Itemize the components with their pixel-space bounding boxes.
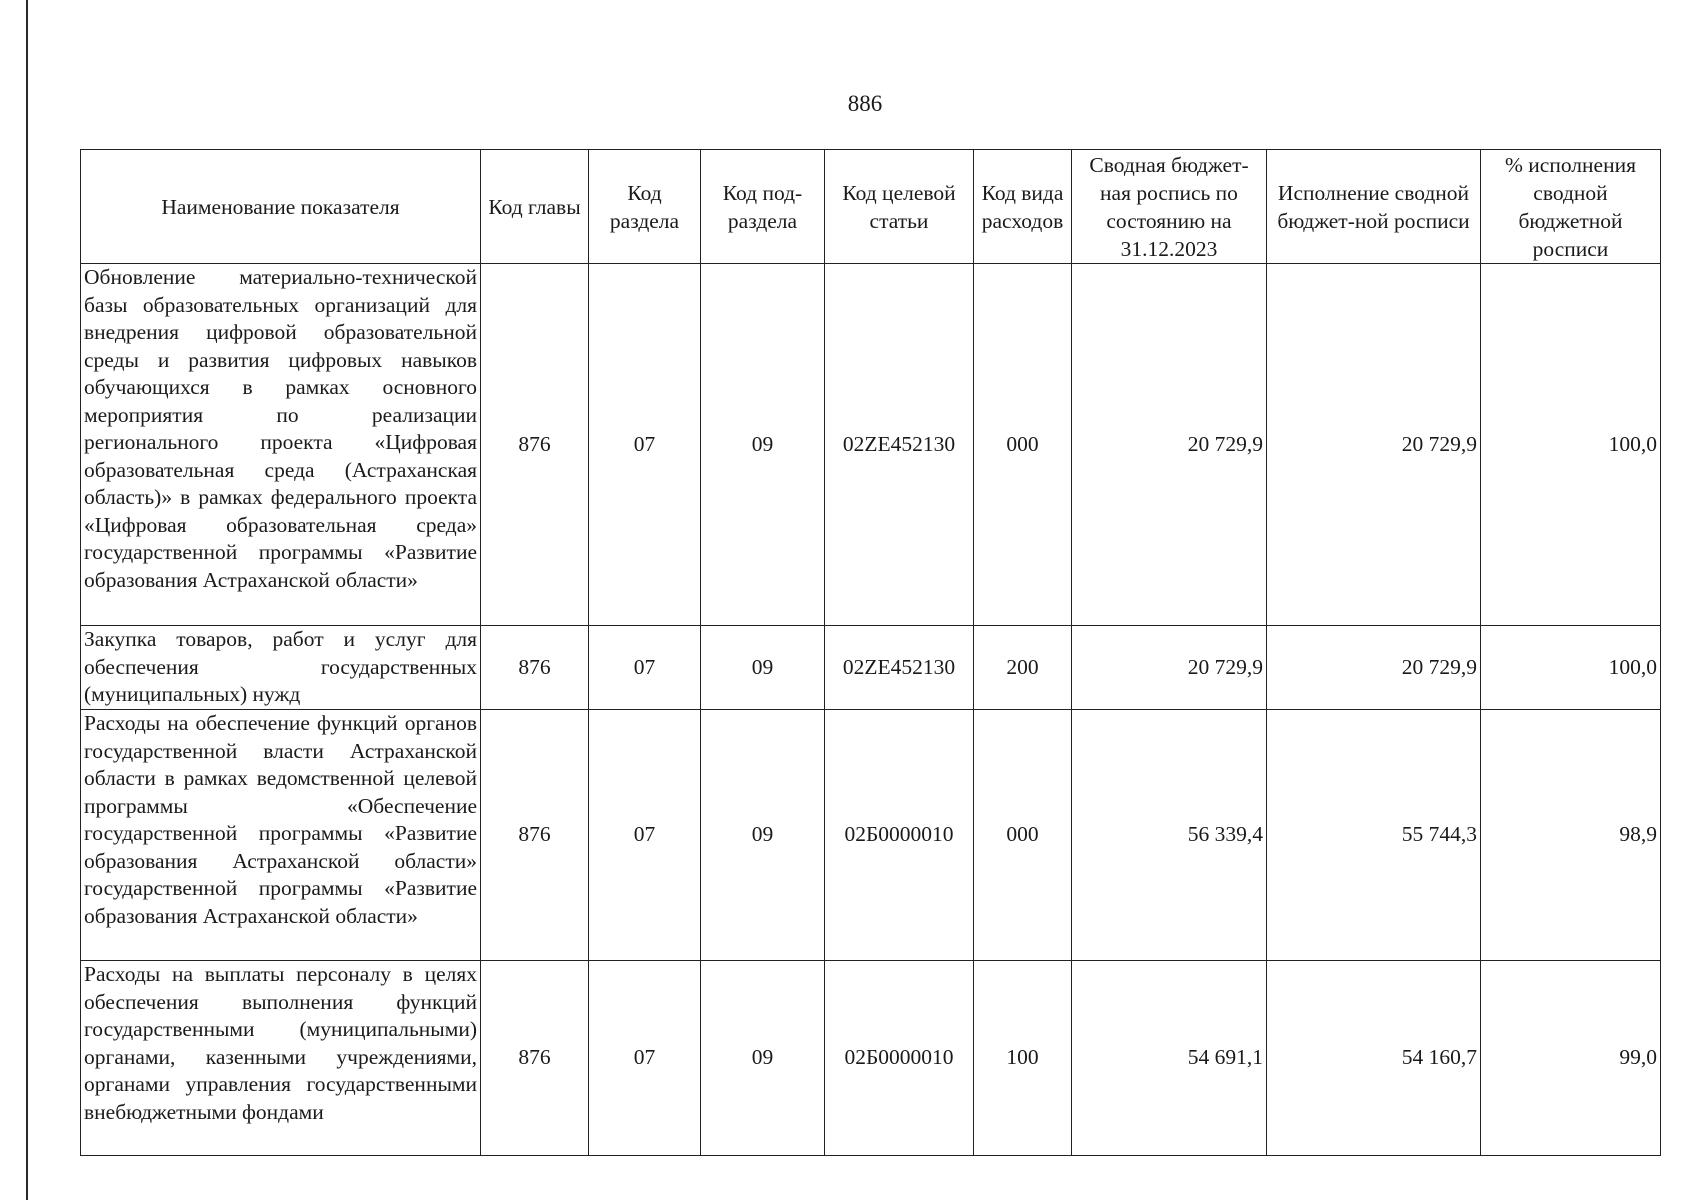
row-name: Расходы на обеспечение функций органов государственной власти Астраханской области в рамках ведомственной целевой программы «Обеспечение государственной программы «Развитие образования Астраханской области» государственной программы «Развитие образования Астраханской области» bbox=[81, 710, 481, 961]
row-expense-type-code: 200 bbox=[974, 626, 1072, 710]
table-header-row bbox=[81, 150, 1661, 264]
row-section-code: 07 bbox=[589, 961, 701, 1156]
row-target-code: 02Б0000010 bbox=[825, 710, 974, 961]
row-executed-budget: 55 744,3 bbox=[1267, 710, 1481, 961]
row-subsection-code: 09 bbox=[701, 710, 825, 961]
row-subsection-code: 09 bbox=[701, 264, 825, 626]
header-executed-budget: Исполнение сводной бюджет-ной росписи bbox=[1267, 150, 1481, 264]
row-execution-percent: 98,9 bbox=[1481, 710, 1661, 961]
table-row bbox=[81, 961, 1661, 1156]
row-expense-type-code: 000 bbox=[974, 264, 1072, 626]
row-execution-percent: 100,0 bbox=[1481, 626, 1661, 710]
header-section-code: Код раздела bbox=[589, 150, 701, 264]
budget-execution-table bbox=[80, 149, 1661, 1156]
row-target-code: 02Б0000010 bbox=[825, 961, 974, 1156]
row-planned-budget: 56 339,4 bbox=[1072, 710, 1267, 961]
header-chapter-code: Код главы bbox=[481, 150, 589, 264]
row-planned-budget: 20 729,9 bbox=[1072, 264, 1267, 626]
page-number: 886 bbox=[847, 91, 883, 116]
row-executed-budget: 20 729,9 bbox=[1267, 264, 1481, 626]
table-row bbox=[81, 626, 1661, 710]
row-target-code: 02ZE452130 bbox=[825, 626, 974, 710]
row-section-code: 07 bbox=[589, 626, 701, 710]
row-name: Обновление материально-технической базы образовательных организаций для внедрения цифровой образовательной среды и развития цифровых навыков обучающихся в рамках основного мероприятия по реализации регионального проекта «Цифровая образовательная среда (Астраханская область)» в рамках федерального проекта «Цифровая образовательная среда» государственной программы «Развитие образования Астраханской области» bbox=[81, 264, 481, 626]
row-subsection-code: 09 bbox=[701, 626, 825, 710]
row-executed-budget: 20 729,9 bbox=[1267, 626, 1481, 710]
row-execution-percent: 99,0 bbox=[1481, 961, 1661, 1156]
header-target-code: Код целевой статьи bbox=[825, 150, 974, 264]
table-row bbox=[81, 264, 1661, 626]
row-chapter-code: 876 bbox=[481, 264, 589, 626]
header-execution-percent: % исполнения сводной бюджетной росписи bbox=[1481, 150, 1661, 264]
row-section-code: 07 bbox=[589, 264, 701, 626]
row-planned-budget: 54 691,1 bbox=[1072, 961, 1267, 1156]
header-planned-budget: Сводная бюджет-ная роспись по состоянию на 31.12.2023 bbox=[1072, 150, 1267, 264]
row-name: Расходы на выплаты персоналу в целях обеспечения выполнения функций государственными (муниципальными) органами, казенными учреждениями, органами управления государственными внебюджетными фондами bbox=[81, 961, 481, 1156]
row-chapter-code: 876 bbox=[481, 710, 589, 961]
header-expense-type-code: Код вида расходов bbox=[974, 150, 1072, 264]
row-name: Закупка товаров, работ и услуг для обеспечения государственных (муниципальных) нужд bbox=[81, 626, 481, 710]
row-planned-budget: 20 729,9 bbox=[1072, 626, 1267, 710]
row-expense-type-code: 100 bbox=[974, 961, 1072, 1156]
row-section-code: 07 bbox=[589, 710, 701, 961]
row-subsection-code: 09 bbox=[701, 961, 825, 1156]
row-chapter-code: 876 bbox=[481, 961, 589, 1156]
row-target-code: 02ZE452130 bbox=[825, 264, 974, 626]
row-chapter-code: 876 bbox=[481, 626, 589, 710]
header-name: Наименование показателя bbox=[81, 150, 481, 264]
header-subsection-code: Код под-раздела bbox=[701, 150, 825, 264]
row-executed-budget: 54 160,7 bbox=[1267, 961, 1481, 1156]
row-execution-percent: 100,0 bbox=[1481, 264, 1661, 626]
row-expense-type-code: 000 bbox=[974, 710, 1072, 961]
margin-rule bbox=[26, 0, 28, 1200]
table-row bbox=[81, 710, 1661, 961]
